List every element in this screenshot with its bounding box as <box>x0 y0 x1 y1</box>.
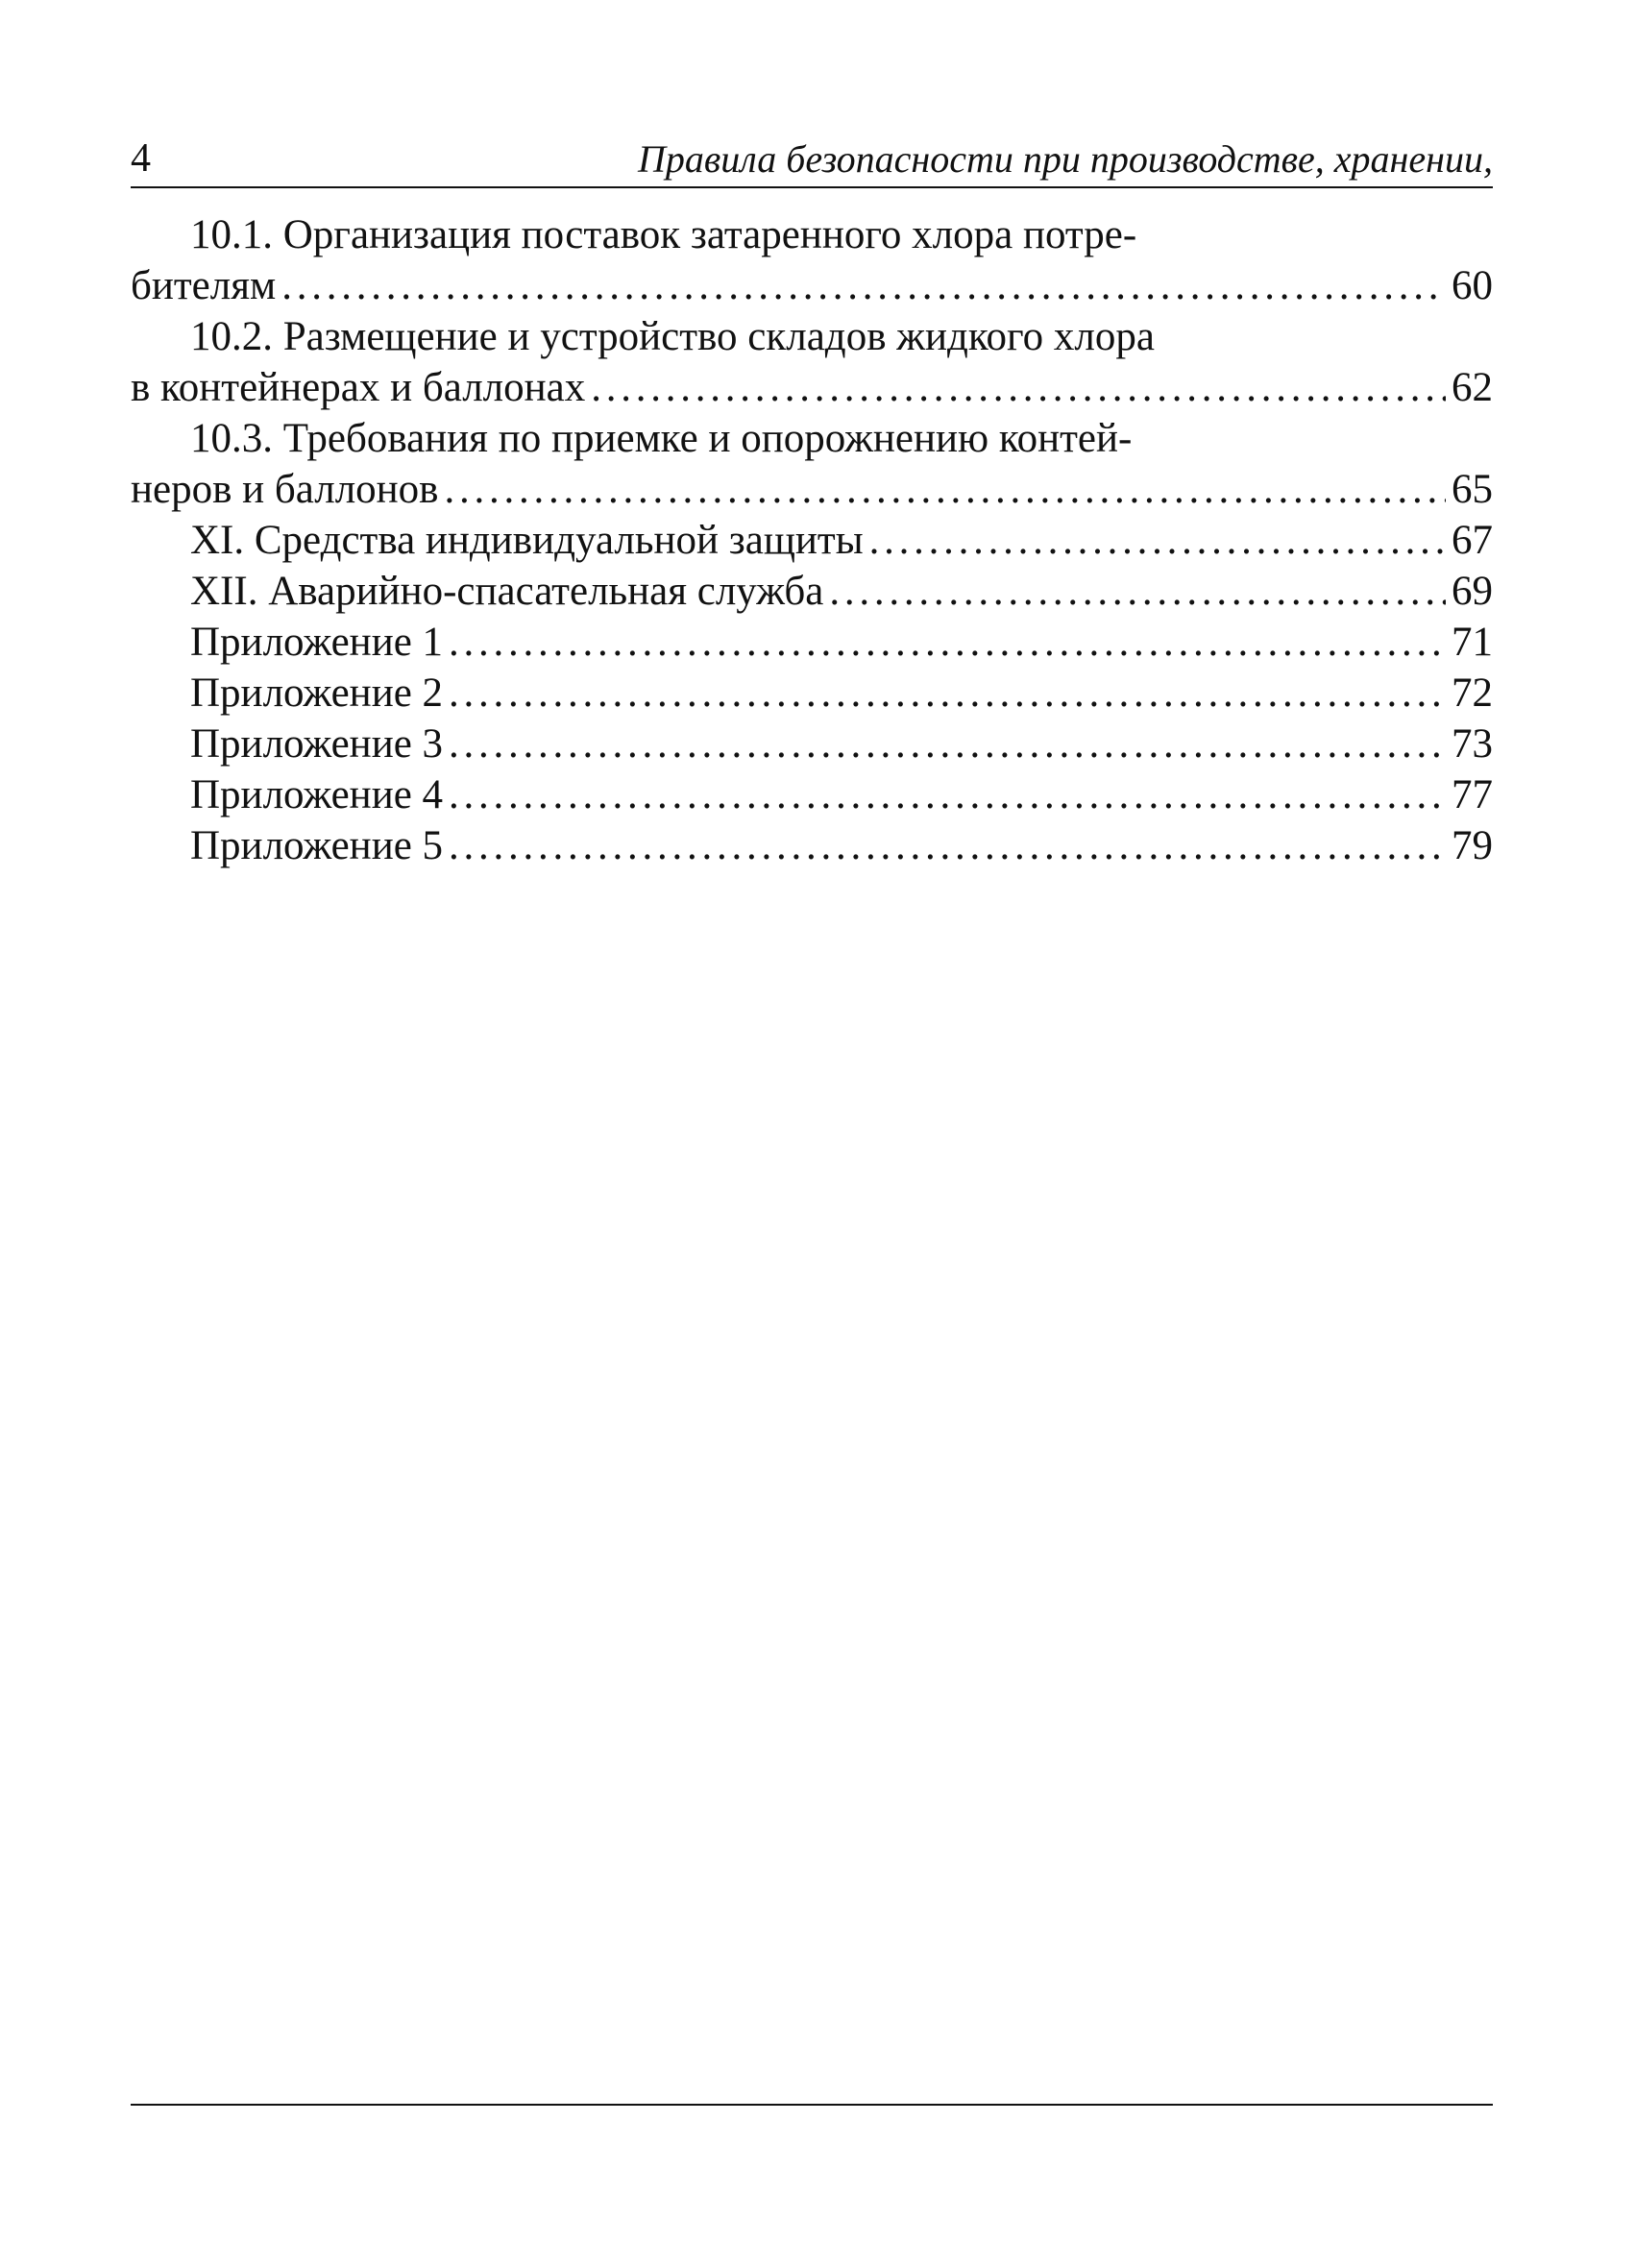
toc-entry-appendix-2[interactable] <box>131 668 1493 719</box>
dot-leader <box>281 260 1446 311</box>
toc-page-number: 71 <box>1452 620 1493 665</box>
toc-page-number: 77 <box>1452 772 1493 817</box>
toc-entry-title-end: бителям <box>131 263 277 308</box>
toc-entry-title-end: неров и баллонов <box>131 467 439 512</box>
toc-entry-section-xi[interactable] <box>131 515 1493 566</box>
toc-entry-title: Приложение 2 <box>190 671 444 716</box>
dot-leader <box>449 719 1446 769</box>
dot-leader <box>444 464 1446 515</box>
table-of-contents <box>131 209 1493 871</box>
toc-entry-title-line: 10.2. Размещение и устройство складов жидкого хлора <box>190 314 1155 359</box>
footer-divider <box>131 2104 1493 2106</box>
dot-leader <box>449 617 1446 668</box>
toc-entry-title-end: в контейнерах и баллонах <box>131 365 586 410</box>
toc-page-number: 65 <box>1452 467 1493 512</box>
toc-entry-title: Приложение 4 <box>190 772 444 817</box>
toc-page-number: 72 <box>1452 671 1493 716</box>
dot-leader <box>449 820 1446 871</box>
dot-leader <box>869 515 1446 566</box>
dot-leader <box>829 566 1446 617</box>
toc-entry-title: Приложение 1 <box>190 620 444 665</box>
toc-entry-appendix-5[interactable] <box>131 820 1493 871</box>
toc-entry-last-line <box>131 362 1493 413</box>
toc-page-number: 79 <box>1452 823 1493 868</box>
toc-page-number: 69 <box>1452 569 1493 614</box>
page-header <box>131 125 1493 188</box>
toc-entry-title: XI. Средства индивидуальной защиты <box>190 518 864 563</box>
toc-entry-title-line: 10.3. Требования по приемке и опорожнению контей- <box>190 416 1133 461</box>
toc-entry-title: XII. Аварийно-спасательная служба <box>190 569 824 614</box>
page-number: 4 <box>131 136 151 181</box>
toc-entry-appendix-1[interactable] <box>131 617 1493 668</box>
toc-page-number: 62 <box>1452 365 1493 410</box>
toc-entry-last-line <box>131 260 1493 311</box>
toc-page-number: 67 <box>1452 518 1493 563</box>
toc-entry-appendix-4[interactable] <box>131 769 1493 820</box>
running-title: Правила безопасности при производстве, хранении, <box>638 137 1493 181</box>
toc-page-number: 60 <box>1452 263 1493 308</box>
toc-entry-title: Приложение 3 <box>190 721 444 767</box>
toc-entry-title: Приложение 5 <box>190 823 444 868</box>
toc-entry-section-xii[interactable] <box>131 566 1493 617</box>
dot-leader <box>449 769 1446 820</box>
toc-page-number: 73 <box>1452 721 1493 767</box>
toc-entry-last-line <box>131 464 1493 515</box>
dot-leader <box>449 668 1446 719</box>
dot-leader <box>591 362 1446 413</box>
toc-entry-10-1[interactable] <box>131 209 1493 311</box>
toc-entry-title-line: 10.1. Организация поставок затаренного хлора потре- <box>190 212 1137 257</box>
toc-entry-10-3[interactable] <box>131 413 1493 515</box>
toc-entry-10-2[interactable] <box>131 311 1493 413</box>
toc-entry-appendix-3[interactable] <box>131 719 1493 769</box>
